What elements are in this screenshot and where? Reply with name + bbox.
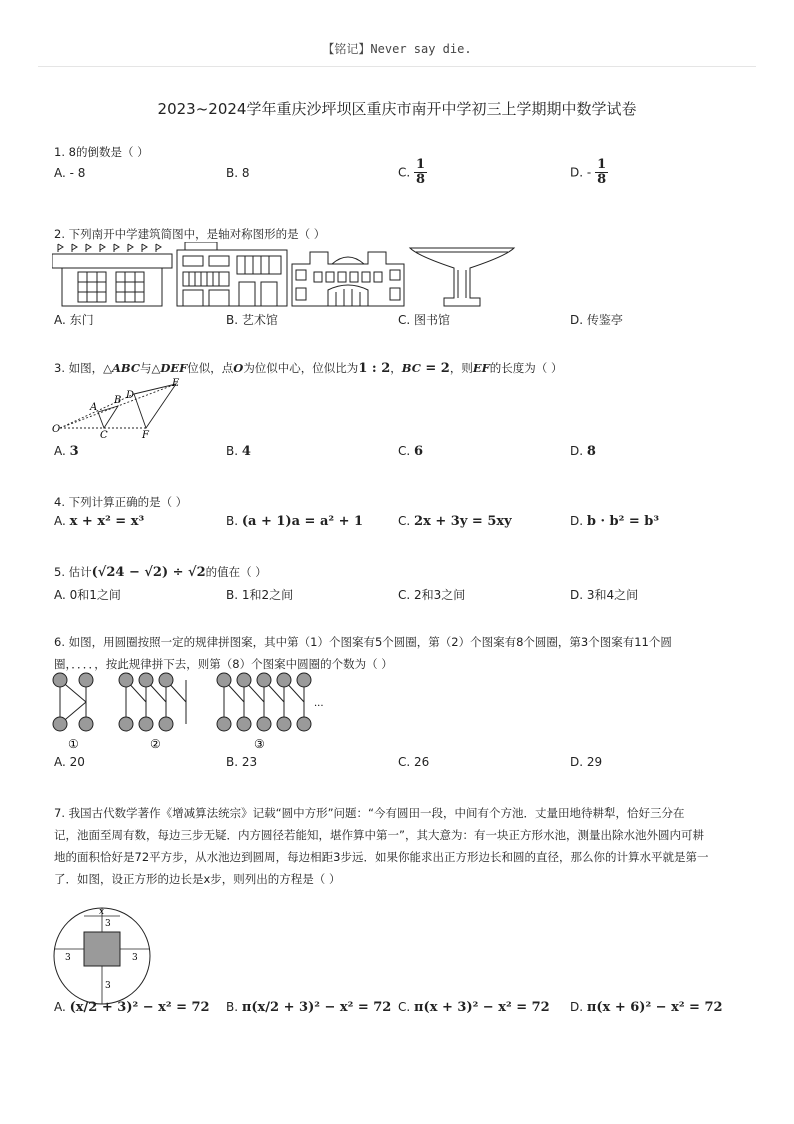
page-header: 【铭记】Never say die.	[322, 42, 472, 56]
exam-title: 2023~2024学年重庆沙坪坝区重庆市南开中学初三上学期期中数学试卷	[157, 100, 637, 118]
q6-option-b[interactable]: B. 23	[226, 755, 258, 769]
pattern-ellipsis: ...	[314, 698, 324, 709]
q5-option-a[interactable]: A. 0和1之间	[54, 588, 121, 602]
q6-option-a[interactable]: A. 20	[54, 755, 85, 769]
east-gate-figure	[52, 244, 172, 306]
point-e-label: E	[172, 378, 180, 389]
q3-option-b[interactable]: B. 4	[226, 444, 251, 459]
q2-building-figures	[52, 242, 652, 310]
q2-option-a[interactable]: A. 东门	[54, 313, 94, 327]
q7-option-c[interactable]: C. π(x + 3)² − x² = 72	[398, 1000, 550, 1015]
q3-option-d[interactable]: D. 8	[570, 444, 596, 459]
point-f-label: F	[142, 430, 149, 440]
q3-option-a[interactable]: A. 3	[54, 444, 79, 459]
q2-option-d[interactable]: D. 传鉴亭	[570, 313, 623, 327]
fraction: $\frac{1}{8}$	[416, 157, 426, 188]
q5-option-b[interactable]: B. 1和2之间	[226, 588, 294, 602]
q4-option-b[interactable]: B. (a + 1)a = a² + 1	[226, 514, 364, 529]
q6-option-d[interactable]: D. 29	[570, 755, 603, 769]
pattern-1-label: ①	[68, 737, 79, 751]
pattern-1	[53, 673, 93, 731]
q7-stem: 7. 我国古代数学著作《增减算法统宗》记载“圆中方形”问题：“今有圆田一段，中间有个方池．丈量田地待耕犁，恰好三分在 记，池面至周有数，每边三步无疑．内方圆径若能知，堪作算中第一”，其大意为：有一块正方形水池，测量出除水池外圆内可耕 地的面积恰好是72平方步，从水池边到圆周，每边相距3步远．如果你能求出正方形边长和圆的直径，那么你的计算水平就是第一 了．如图，设正方形的边长是x步，则列出的方程是（ ）	[54, 806, 709, 886]
right-gap-label: 3	[132, 953, 138, 963]
q6-option-c[interactable]: C. 26	[398, 755, 430, 769]
q4-option-d[interactable]: D. b · b² = b³	[570, 514, 660, 529]
q7-circle-square-figure	[52, 906, 154, 1008]
q3-homothety-figure	[50, 376, 190, 440]
point-b-label: B	[114, 395, 122, 406]
q7-option-d[interactable]: D. π(x + 6)² − x² = 72	[570, 1000, 723, 1015]
fraction: $\frac{1}{8}$	[597, 157, 607, 188]
q5-stem: 5. 估计(√24 − √2) ÷ √2的值在（ ）	[54, 565, 267, 580]
q2-option-b[interactable]: B. 艺术馆	[226, 313, 278, 327]
pattern-2	[119, 673, 186, 731]
q3-option-c[interactable]: C. 6	[398, 444, 424, 459]
q6-stem-line1: 6. 如图，用圆圈按照一定的规律拼图案，其中第（1）个图案有5个圆圈，第（2）个图案有8个圆圈，第3个图案有11个圆	[54, 635, 672, 649]
pattern-3	[217, 673, 311, 731]
pavilion-figure	[410, 248, 514, 306]
q1-stem: 1. 8的倒数是（ ）	[54, 145, 149, 159]
point-c-label: C	[100, 430, 108, 440]
q1-option-b[interactable]: B. 8	[226, 166, 250, 180]
pattern-2-label: ②	[150, 737, 161, 751]
left-gap-label: 3	[65, 953, 71, 963]
q4-option-c[interactable]: C. 2x + 3y = 5xy	[398, 514, 512, 529]
q2-stem: 2. 下列南开中学建筑简图中，是轴对称图形的是（ ）	[54, 227, 326, 241]
q7-option-a[interactable]: A. (x/2 + 3)² − x² = 72	[54, 1000, 210, 1015]
header-divider	[38, 66, 756, 67]
q6-circle-patterns	[50, 672, 340, 752]
q4-option-a[interactable]: A. x + x² = x³	[54, 514, 145, 529]
library-figure	[292, 252, 404, 306]
q7-option-b[interactable]: B. π(x/2 + 3)² − x² = 72	[226, 1000, 392, 1015]
pattern-3-label: ③	[254, 737, 265, 751]
q5-option-c[interactable]: C. 2和3之间	[398, 588, 466, 602]
art-hall-figure	[177, 242, 287, 306]
point-o-label: O	[52, 424, 61, 435]
q4-stem: 4. 下列计算正确的是（ ）	[54, 495, 188, 509]
q2-option-c[interactable]: C. 图书馆	[398, 313, 451, 327]
q3-stem: 3. 如图，△ABC与△DEF位似，点O为位似中心，位似比为1 : 2，BC = 2，则EF的长度为（ ）	[54, 361, 563, 376]
q6-stem-line2: 圈，．．．．，按此规律拼下去，则第（8）个图案中圆圈的个数为（ ）	[54, 657, 393, 671]
side-x-label: x	[99, 907, 105, 917]
q1-option-c[interactable]: C. $\frac{1}{8}$	[398, 157, 426, 188]
bottom-gap-label: 3	[105, 981, 111, 991]
q1-option-d[interactable]: D. - $\frac{1}{8}$	[570, 157, 607, 188]
top-gap-label: 3	[105, 919, 111, 929]
point-a-label: A	[90, 402, 98, 413]
point-d-label: D	[126, 390, 135, 401]
q5-option-d[interactable]: D. 3和4之间	[570, 588, 639, 602]
q1-option-a[interactable]: A. - 8	[54, 166, 86, 180]
